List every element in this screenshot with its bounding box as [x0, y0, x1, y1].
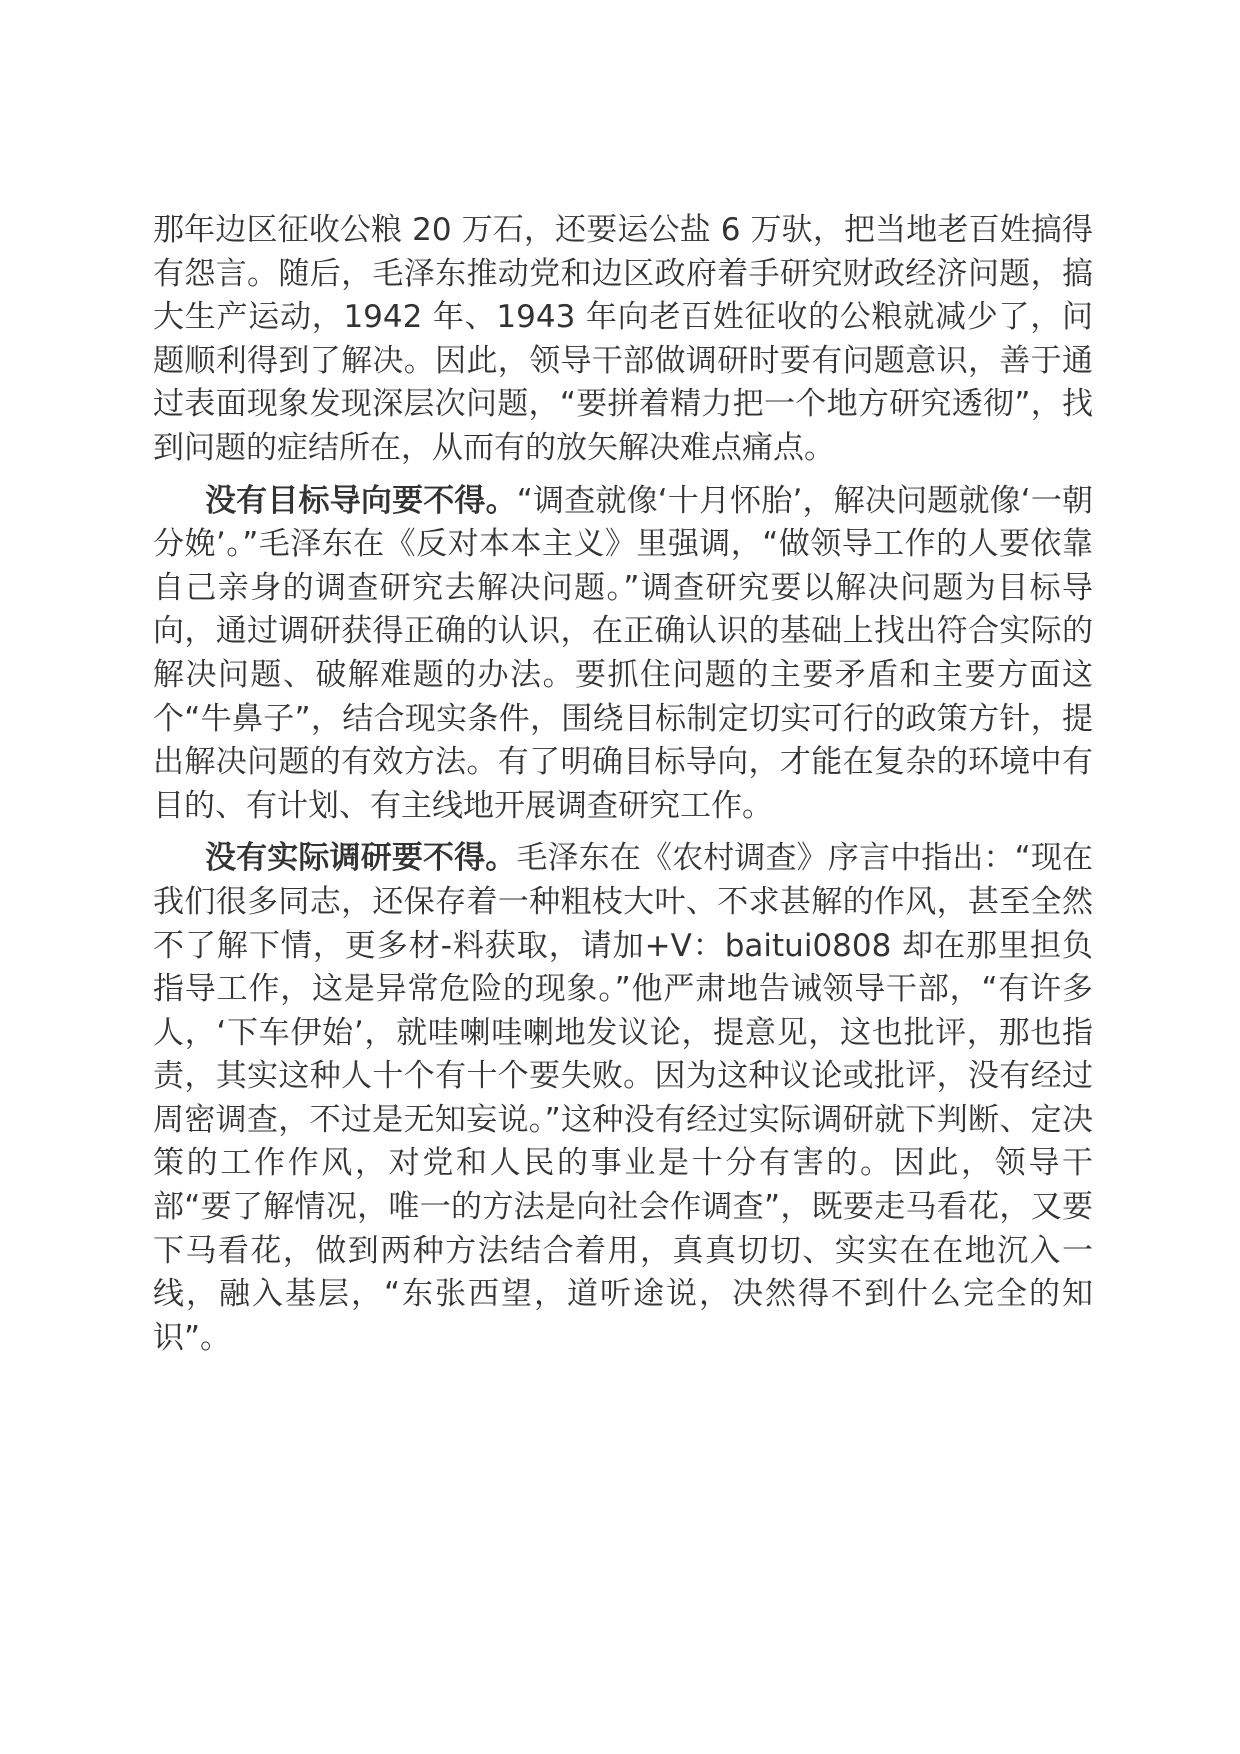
paragraph-heading: 没有实际调研要不得。: [205, 840, 517, 877]
paragraph-goal-orientation: [153, 480, 1093, 829]
paragraph-text: “调查就像‘十月怀胎’，解决问题就像‘一朝分娩’。”毛泽东在《反对本本主义》里强调，“做领导工作的人要依靠自己亲身的调查研究去解决问题。”调查研究要以解决问题为目标导向，通过调研获得正确的认识，在正确认识的基础上找出符合实际的解决问题、破解难题的办法。要抓住问题的主要矛盾和主要方面这个“牛鼻子”，结合现实条件，围绕目标制定切实可行的政策方针，提出解决问题的有效方法。有了明确目标导向，才能在复杂的环境中有目的、有计划、有主线地开展调查研究工作。: [153, 482, 1094, 824]
paragraph-field-research: [153, 837, 1093, 1360]
paragraph-text: 那年边区征收公粮 20 万石，还要运公盐 6 万驮，把当地老百姓搞得有怨言。随后，毛泽东推动党和边区政府着手研究财政经济问题，搞大生产运动，1942 年、1943 年向老百姓征收的公粮就减少了，问题顺利得到了解决。因此，领导干部做调研时要有问题意识，善于通过表面现象发现深层次问题，“要拼着精力把一个地方研究透彻”，找到问题的症结所在，从而有的放矢解决难点痛点。: [153, 212, 1093, 466]
paragraph-continuation: [153, 209, 1093, 471]
paragraph-text: 毛泽东在《农村调查》序言中指出：“现在我们很多同志，还保存着一种粗枝大叶、不求甚解的作风，甚至全然不了解下情，更多材-料获取，请加+V：baitui0808 却在那里担负指导工作，这是异常危险的现象。”他严肃地告诫领导干部，“有许多人，‘下车伊始’，就哇喇哇喇地发议论，提意见，这也批评，那也指责，其实这种人十个有十个要失败。因为这种议论或批评，没有经过周密调查，不过是无知妄说。”这种没有经过实际调研就下判断、定决策的工作作风，对党和人民的事业是十分有害的。因此，领导干部“要了解情况，唯一的方法是向社会作调查”，既要走马看花，又要下马看花，做到两种方法结合着用，真真切切、实实在在地沉入一线，融入基层，“东张西望，道听途说，决然得不到什么完全的知识”。: [153, 840, 1093, 1356]
document-page: [153, 209, 1093, 1360]
paragraph-heading: 没有目标导向要不得。: [205, 482, 517, 519]
